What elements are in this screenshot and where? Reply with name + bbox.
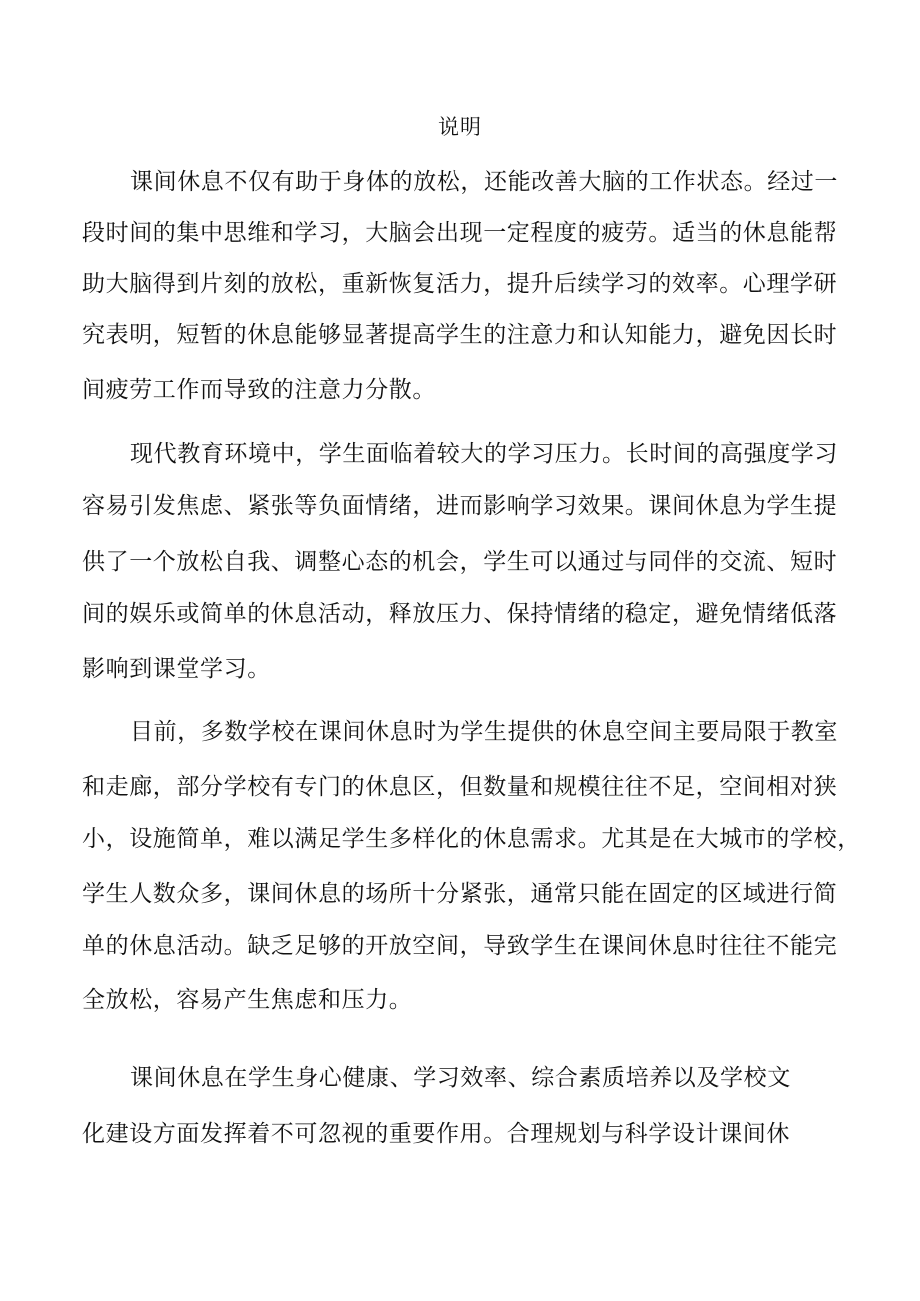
paragraph-4-line-1: 课间休息在学生身心健康、学习效率、综合素质培养以及学校文 [130,1065,791,1091]
paragraph-3-line-3: 小，设施简单，难以满足学生多样化的休息需求。尤其是在大城市的学校， [82,826,861,852]
paragraph-3-line-5: 单的休息活动。缺乏足够的开放空间，导致学生在课间休息时往往不能完 [82,933,838,959]
paragraph-4-line-2: 化建设方面发挥着不可忽视的重要作用。合理规划与科学设计课间休 [82,1121,790,1147]
paragraph-3-line-1: 目前，多数学校在课间休息时为学生提供的休息空间主要局限于教室 [130,719,838,745]
paragraph-3-line-6: 全放松，容易产生焦虑和压力。 [82,987,413,1013]
paragraph-1-line-2: 段时间的集中思维和学习，大脑会出现一定程度的疲劳。适当的休息能帮 [82,220,838,246]
paragraph-2-line-1: 现代教育环境中，学生面临着较大的学习压力。长时间的高强度学习 [130,441,838,467]
paragraph-1-line-5: 间疲劳工作而导致的注意力分散。 [82,377,436,403]
paragraph-1-line-4: 究表明，短暂的休息能够显著提高学生的注意力和认知能力，避免因长时 [82,322,838,348]
paragraph-3-line-2: 和走廊，部分学校有专门的休息区，但数量和规模往往不足，空间相对狭 [82,774,838,800]
paragraph-2-line-2: 容易引发焦虑、紧张等负面情绪，进而影响学习效果。课间休息为学生提 [82,493,838,519]
paragraph-2-line-5: 影响到课堂学习。 [82,656,271,682]
paragraph-2-line-4: 间的娱乐或简单的休息活动，释放压力、保持情绪的稳定，避免情绪低落 [82,601,838,627]
page-title: 说明 [438,115,482,139]
paragraph-1-line-1: 课间休息不仅有助于身体的放松，还能改善大脑的工作状态。经过一 [130,169,838,195]
paragraph-3-line-4: 学生人数众多，课间休息的场所十分紧张，通常只能在固定的区域进行简 [82,881,838,907]
paragraph-1-line-3: 助大脑得到片刻的放松，重新恢复活力，提升后续学习的效率。心理学研 [82,271,838,297]
paragraph-2-line-3: 供了一个放松自我、调整心态的机会，学生可以通过与同伴的交流、短时 [82,549,838,575]
